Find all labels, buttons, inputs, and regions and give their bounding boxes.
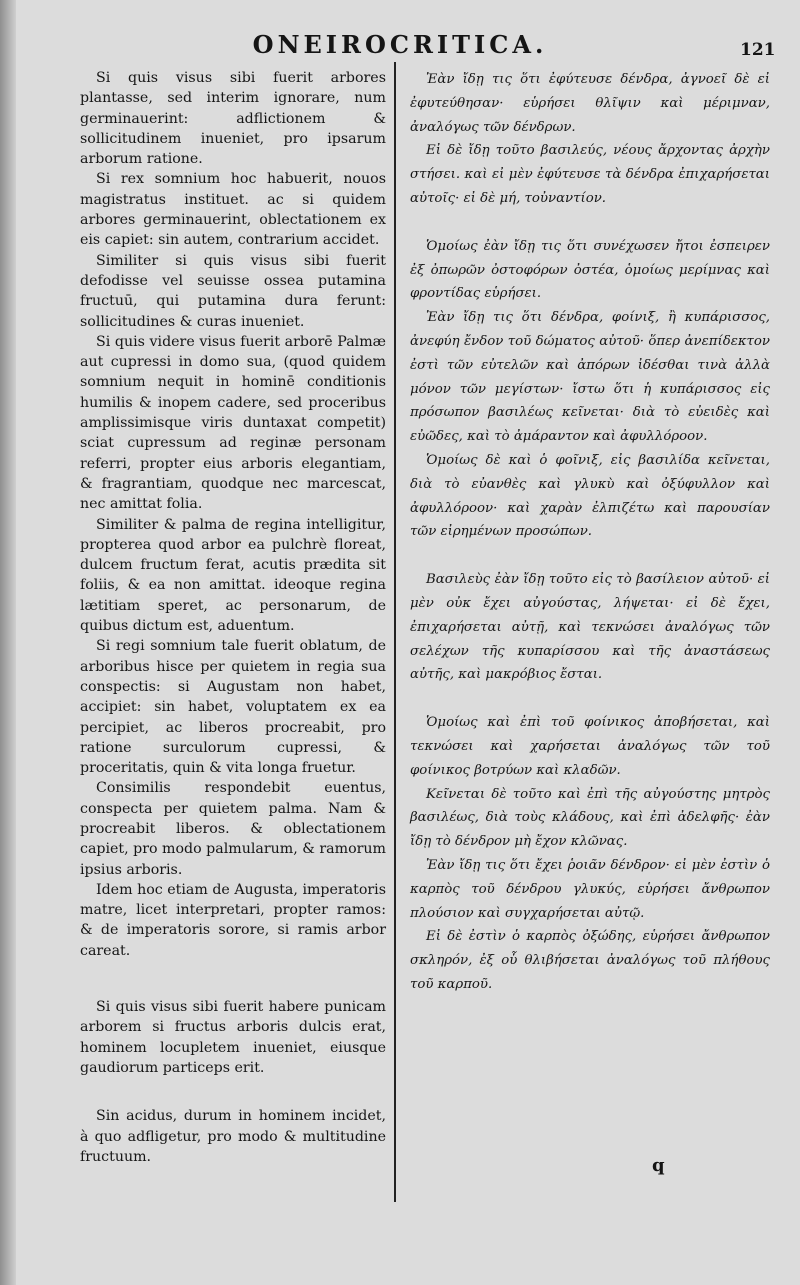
- greek-paragraph: Ὁμοίως δὲ καὶ ὁ φοῖνιξ, εἰς βασιλίδα κεῖνεται, διὰ τὸ εὐανθὲς καὶ γλυκὺ καὶ ὀξύφυλλον καὶ ἀφυλλόροον· καὶ χαρὰν ἐλπιζέτω καὶ παρουσίαν τῶν εἰρημένων προσώπων.: [410, 452, 770, 540]
- greek-paragraph: Ἐὰν ἴδῃ τις ὅτι ἔχει ῥοιᾶν δένδρον· εἰ μὲν ἐστὶν ὁ καρπὸς τοῦ δένδρου γλυκύς, εὑρήσει ἄνθρωπον πλούσιον καὶ συγχαρήσεται αὐτῷ.: [410, 857, 770, 921]
- latin-paragraph: Similiter & palma de regina intelligitur, propterea quod arbor ea pulchrè floreat, dulcem fructum ferat, acutis prædita sit foliis, & ea non amittat. ideoque regina lætitiam speret, ac personarum, de quibus dictum est, aduentum.: [80, 516, 386, 635]
- greek-paragraph: Ὁμοίως καὶ ἐπὶ τοῦ φοίνικος ἀποβήσεται, καὶ τεκνώσει καὶ χαρήσεται ἀναλόγως τῶν τοῦ φοίνικος βοτρύων καὶ κλαδῶν.: [410, 715, 770, 778]
- latin-paragraph: Si quis visus sibi fuerit arbores plantasse, sed interim ignorare, num germinauerint: adflictionem & sollicitudinem inueniet, pro ipsarum arborum ratione.: [80, 70, 386, 168]
- latin-paragraph: Si quis visus sibi fuerit habere punicam arborem si fructus arboris dulcis erat, hominem locupletem inueniet, eiusque gaudiorum particeps erit.: [80, 999, 386, 1076]
- page-number: 121: [740, 40, 776, 60]
- latin-paragraph: Sin acidus, durum in hominem incidet, à quo adfligetur, pro modo & multitudine fructuum.: [80, 1108, 386, 1165]
- latin-paragraph: Si rex somnium hoc habuerit, nouos magistratus instituet. ac si quidem arbores germinauerint, oblectationem ex eis capiet: sin autem, contrarium accidet.: [80, 171, 386, 249]
- signature-mark: q: [652, 1155, 665, 1176]
- greek-column: [410, 68, 770, 997]
- column-divider: [394, 62, 396, 1202]
- greek-paragraph: Ἐὰν ἴδῃ τις ὅτι δένδρα, φοίνιξ, ἢ κυπάρισσος, ἀνεφύη ἔνδον τοῦ δώματος αὐτοῦ· ὅπερ ἀνεπίδεκτον ἐστὶ τῶν εὐτελῶν καὶ ἀπόρων ἰδέσθαι τινὰ ἀλλὰ μόνον τῶν μεγίστων· ἴστω ὅτι ἡ κυπάρισσος εἰς πρόσωπον βασιλέως κεῖνεται· διὰ τὸ εὐειδὲς καὶ εὐῶδες, καὶ τὸ ἀμάραντον καὶ ἀφυλλόροον.: [410, 310, 770, 445]
- greek-paragraph: Κεῖνεται δὲ τοῦτο καὶ ἐπὶ τῆς αὐγούστης μητρὸς βασιλέως, διὰ τοὺς κλάδους, καὶ ἐπὶ ἀδελφῆς· ἐὰν ἴδῃ τὸ δένδρον μὴ ἔχον κλῶνας.: [410, 786, 770, 850]
- latin-paragraph: Consimilis respondebit euentus, conspecta per quietem palma. Nam & procreabit liberos. & oblectationem capiet, pro modo palmularum, & ramorum ipsius arboris.: [80, 780, 386, 878]
- latin-paragraph: Similiter si quis visus sibi fuerit defodisse vel seuisse ossea putamina fructuū, qui putamina dura ferunt: sollicitudines & curas inueniet.: [80, 252, 386, 330]
- latin-paragraph: Si quis videre visus fuerit arborē Palmæ aut cupressi in domo sua, (quod quidem somnium nequit in hominē conditionis humilis & inopem cadere, sed proceribus amplissimisque viris duntaxat competit) sciat cupressum ad reginæ personam referri, propter eius arboris elegantiam, & fragrantiam, quodque nec marcescat, nec amittat folia.: [80, 333, 386, 513]
- latin-column: [80, 68, 386, 1167]
- greek-paragraph: Εἰ δὲ ἐστὶν ὁ καρπὸς ὀξώδης, εὑρήσει ἄνθρωπον σκληρόν, ἐξ οὗ θλιβήσεται ἀναλόγως τοῦ πλήθους τοῦ καρποῦ.: [410, 929, 770, 992]
- page-binding-edge: [0, 0, 16, 1285]
- greek-paragraph: Εἰ δὲ ἴδῃ τοῦτο βασιλεύς, νέους ἄρχοντας ἀρχὴν στήσει. καὶ εἰ μὲν ἐφύτευσε τὰ δένδρα ἐπιχαρήσεται αὐτοῖς· εἰ δὲ μή, τοὐναντίον.: [410, 143, 770, 206]
- greek-paragraph: Ὁμοίως ἐὰν ἴδῃ τις ὅτι συνέχωσεν ἤτοι ἐσπειρεν ἐξ ὀπωρῶν ὀστοφόρων ὀστέα, ὁμοίως μερίμνας καὶ φροντίδας εὑρήσει.: [410, 238, 770, 302]
- latin-paragraph: Idem hoc etiam de Augusta, imperatoris matre, licet interpretari, propter ramos: & de imperatoris sorore, si ramis arbor careat.: [80, 881, 386, 959]
- latin-paragraph: Si regi somnium tale fuerit oblatum, de arboribus hisce per quietem in regia sua conspectis: si Augustam non habet, accipiet: sin habet, voluptatem ex ea percipiet, ac liberos procreabit, pro ratione surculorum cupressi, & proceritatis, quin & vita longa fruetur.: [80, 638, 386, 777]
- running-title: ONEIROCRITICA.: [252, 30, 548, 59]
- greek-paragraph: Βασιλεὺς ἐὰν ἴδῃ τοῦτο εἰς τὸ βασίλειον αὐτοῦ· εἰ μὲν οὐκ ἔχει αὐγούστας, λήψεται· εἰ δὲ ἔχει, ἐπιχαρήσεται αὐτῇ, καὶ τεκνώσει ἀναλόγως τῶν σελέχων τῆς κυπαρίσσου καὶ τῆς ἀναστάσεως αὐτῆς, καὶ μακρόβιος ἔσται.: [410, 572, 770, 683]
- greek-paragraph: Ἐὰν ἴδῃ τις ὅτι ἐφύτευσε δένδρα, ἀγνοεῖ δὲ εἰ ἐφυτεύθησαν· εὑρήσει θλῖψιν καὶ μέριμναν, ἀναλόγως τῶν δένδρων.: [410, 72, 770, 135]
